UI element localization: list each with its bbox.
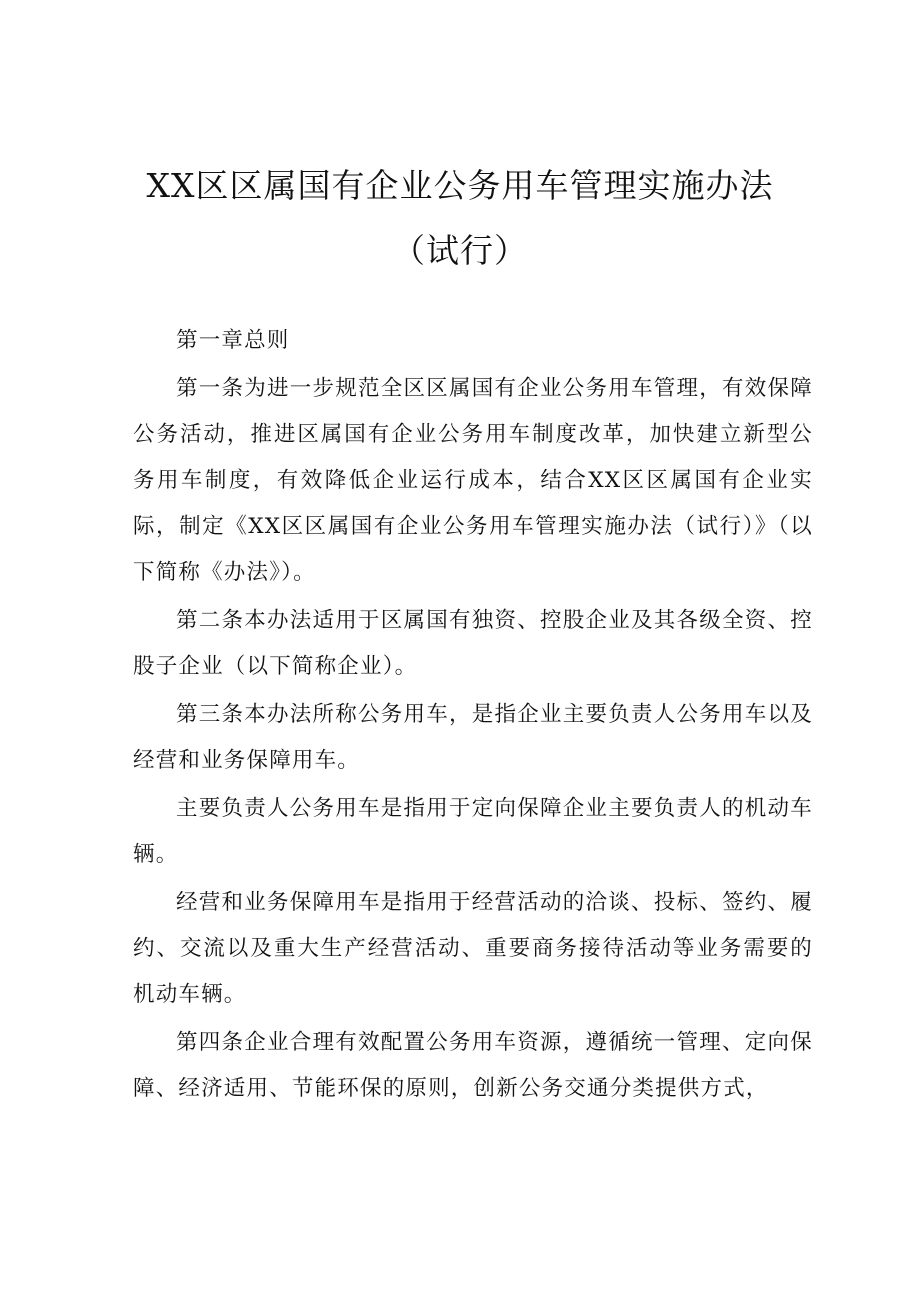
article-1-paragraph: 第一条为进一步规范全区区属国有企业公务用车管理，有效保障公务活动，推进区属国有企业公务用车制度改革，加快建立新型公务用车制度，有效降低企业运行成本，结合XX区区属国有企业实际，制定《XX区区属国有企业公务用车管理实施办法（试行）》（以下简称《办法》）。 [133, 376, 813, 585]
document-body [133, 318, 813, 1114]
chapter-heading: 第一章总则 [176, 328, 290, 353]
article-2-paragraph: 第二条本办法适用于区属国有独资、控股企业及其各级全资、控股子企业（以下简称企业）。 [133, 608, 813, 679]
article-3-definition-business-car: 经营和业务保障用车是指用于经营活动的洽谈、投标、签约、履约、交流以及重大生产经营活动、重要商务接待活动等业务需要的机动车辆。 [133, 890, 813, 1007]
article-3-paragraph: 第三条本办法所称公务用车，是指企业主要负责人公务用车以及经营和业务保障用车。 [133, 702, 813, 773]
document-title: XX区区属国有企业公务用车管理实施办法 [146, 166, 774, 205]
document-subtitle: （试行） [392, 231, 528, 270]
article-4-paragraph: 第四条企业合理有效配置公务用车资源，遵循统一管理、定向保障、经济适用、节能环保的原则，创新公务交通分类提供方式， [133, 1030, 813, 1101]
article-3-definition-leader-car: 主要负责人公务用车是指用于定向保障企业主要负责人的机动车辆。 [133, 796, 813, 867]
